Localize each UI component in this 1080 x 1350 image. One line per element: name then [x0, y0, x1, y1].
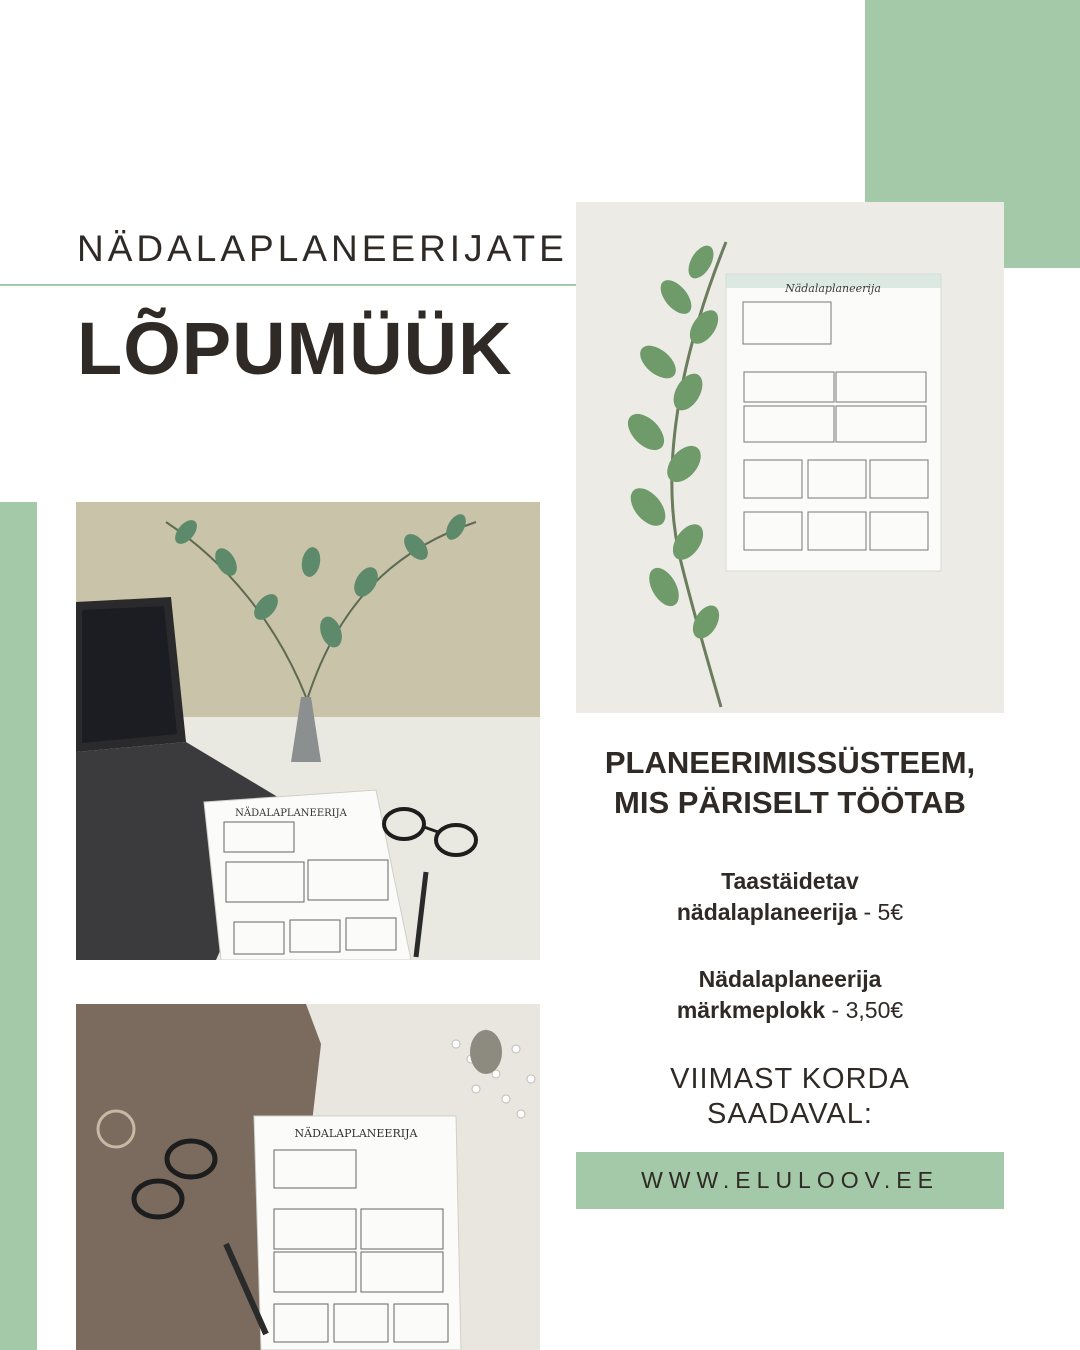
product-1-price: - 5€: [857, 899, 904, 925]
heading-subtitle: NÄDALAPLANEERIJATE: [77, 228, 568, 269]
product-planner-notepad: [560, 964, 1020, 1026]
product-2-name-line1: Nädalaplaneerija: [698, 966, 882, 992]
product-1-name-line2: nädalaplaneerija: [676, 899, 858, 925]
tagline: [560, 743, 1020, 823]
photo-left1-planner-title: NÄDALAPLANEERIJA: [235, 808, 347, 819]
availability-line1: VIIMAST KORDA: [670, 1063, 910, 1095]
photo-laptop-planner: [76, 502, 540, 960]
product-2-price: - 3,50€: [825, 997, 904, 1023]
product-1-name-line1: Taastäidetav: [721, 868, 859, 894]
product-refillable-planner: [560, 866, 1020, 928]
tagline-line2: MIS PÄRISELT TÖÖTAB: [614, 785, 966, 820]
product-2-name-line2: märkmeplokk: [676, 997, 826, 1023]
photo-left2-planner-title: NÄDALAPLANEERIJA: [294, 1127, 418, 1140]
availability-note: [560, 1062, 1020, 1132]
website-link[interactable]: WWW.ELULOOV.EE: [576, 1152, 1004, 1209]
tagline-line1: PLANEERIMISSÜSTEEM,: [604, 745, 976, 780]
heading-divider: [0, 284, 576, 286]
heading-title: LÕPUMÜÜK: [77, 307, 513, 390]
availability-line2: SAADAVAL:: [707, 1098, 873, 1130]
photo-planner-eucalyptus: [576, 202, 1004, 713]
green-decor-block-left: [0, 502, 37, 1350]
photo-right-planner-title: Nädalaplaneerija: [785, 282, 881, 295]
photo-laptop-glasses-planner: [76, 1004, 540, 1350]
